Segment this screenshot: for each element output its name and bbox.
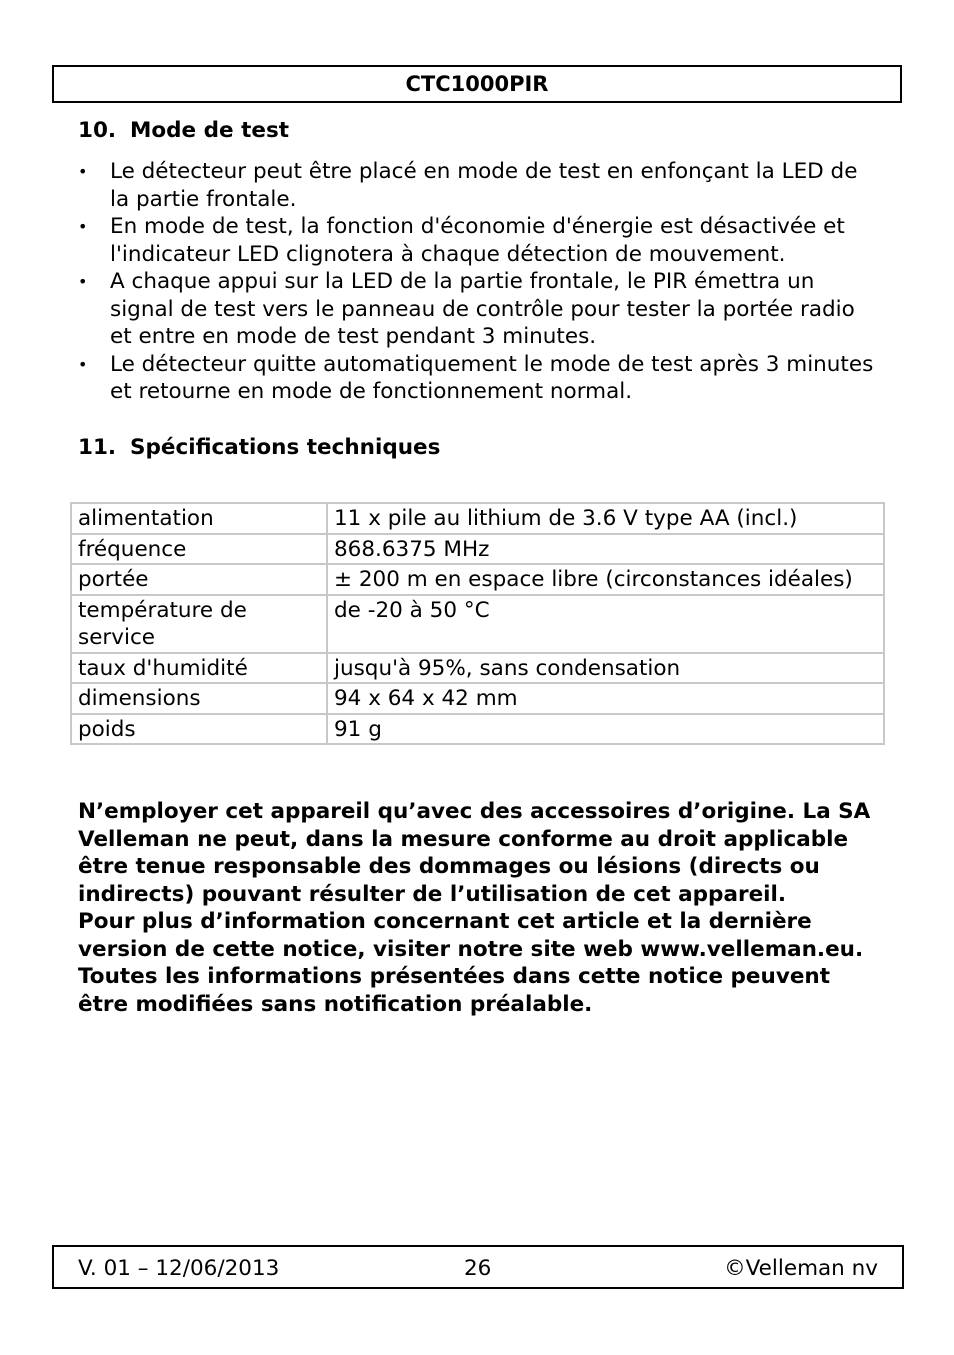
list-item-text: Le détecteur quitte automatiquement le mode de test après 3 minutes et retourne en mode de fonctionnement normal. xyxy=(110,351,874,404)
spec-value: 94 x 64 x 42 mm xyxy=(327,683,884,714)
spec-label: portée xyxy=(71,564,327,595)
section-11-title: Spécifications techniques xyxy=(130,435,441,460)
spec-label: alimentation xyxy=(71,503,327,534)
list-item-text: Le détecteur peut être placé en mode de test en enfonçant la LED de la partie frontale. xyxy=(110,159,858,212)
bullet-icon: • xyxy=(78,217,88,236)
table-row xyxy=(71,714,884,745)
table-row xyxy=(71,595,884,653)
header-box xyxy=(52,65,902,103)
notice-paragraph: Toutes les informations présentées dans cette notice peuvent être modifiées sans notification préalable. xyxy=(78,964,830,1017)
spec-label: fréquence xyxy=(71,534,327,565)
section-11-number: 11. xyxy=(78,435,117,460)
section-10-heading xyxy=(78,117,289,144)
bullet-icon: • xyxy=(78,272,88,291)
spec-value: 868.6375 MHz xyxy=(327,534,884,565)
list-item-text: A chaque appui sur la LED de la partie frontale, le PIR émettra un signal de test vers le panneau de contrôle pour tester la portée radio et entre en mode de test pendant 3 minutes. xyxy=(110,269,855,349)
table-row xyxy=(71,534,884,565)
specifications-table xyxy=(70,502,885,745)
list-item xyxy=(78,351,878,406)
spec-value: jusqu'à 95%, sans condensation xyxy=(327,653,884,684)
legal-notice xyxy=(78,798,878,1018)
section-11-heading xyxy=(78,434,440,461)
list-item xyxy=(78,268,878,351)
notice-paragraph: N’employer cet appareil qu’avec des accessoires d’origine. La SA Velleman ne peut, dans la mesure conforme au droit applicable être tenue responsable des dommages ou lésions (directs ou indirects) pouvant résulter de l’utilisation de cet appareil. xyxy=(78,799,871,907)
footer-copyright: ©Velleman nv xyxy=(724,1256,878,1281)
list-item xyxy=(78,213,878,268)
list-item xyxy=(78,158,878,213)
footer-page-number: 26 xyxy=(464,1256,492,1281)
spec-label: température de service xyxy=(71,595,327,653)
spec-label: poids xyxy=(71,714,327,745)
table-row xyxy=(71,503,884,534)
table-row xyxy=(71,564,884,595)
section-10-number: 10. xyxy=(78,118,117,143)
notice-paragraph: Pour plus d’information concernant cet article et la dernière version de cette notice, visiter notre site web www.velleman.eu. xyxy=(78,909,864,962)
table-row xyxy=(71,683,884,714)
list-item-text: En mode de test, la fonction d'économie d'énergie est désactivée et l'indicateur LED clignotera à chaque détection de mouvement. xyxy=(110,214,845,267)
bullet-icon: • xyxy=(78,162,88,181)
spec-value: ± 200 m en espace libre (circonstances idéales) xyxy=(327,564,884,595)
test-mode-list xyxy=(78,158,878,406)
spec-value: 11 x pile au lithium de 3.6 V type AA (incl.) xyxy=(327,503,884,534)
spec-label: dimensions xyxy=(71,683,327,714)
spec-label: taux d'humidité xyxy=(71,653,327,684)
spec-value: de -20 à 50 °C xyxy=(327,595,884,653)
footer-box xyxy=(52,1245,904,1289)
section-10-title: Mode de test xyxy=(130,118,290,143)
footer-version: V. 01 – 12/06/2013 xyxy=(78,1256,280,1281)
model-name: CTC1000PIR xyxy=(405,72,549,96)
table-row xyxy=(71,653,884,684)
spec-value: 91 g xyxy=(327,714,884,745)
bullet-icon: • xyxy=(78,354,88,374)
